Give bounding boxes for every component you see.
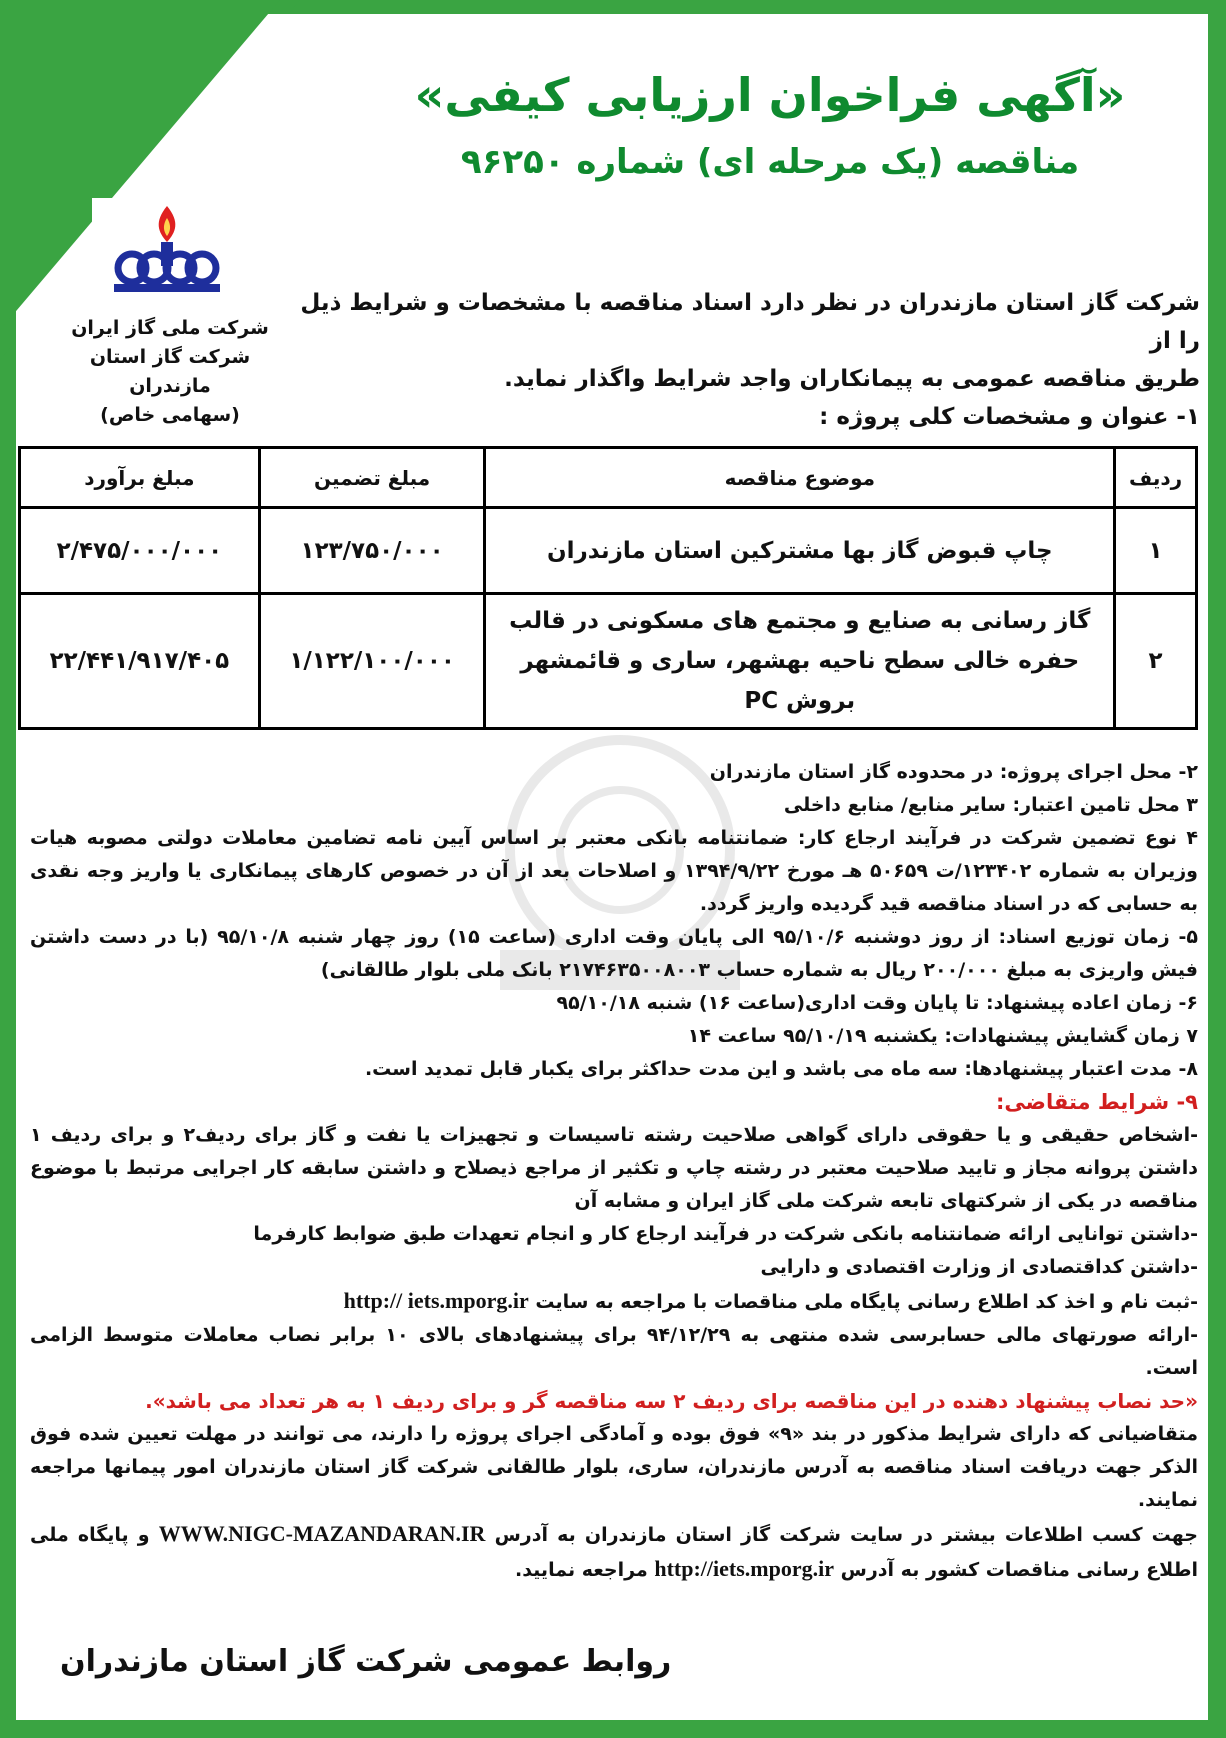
more-info-text-a: جهت کسب اطلاعات بیشتر در سایت شرکت گاز استان مازندران به آدرس: [494, 1524, 1199, 1546]
iets-link[interactable]: http:// iets.mporg.ir: [343, 1288, 529, 1313]
company-parent-name: شرکت ملی گاز ایران: [71, 317, 269, 339]
condition-qualification: -اشخاص حقیقی و یا حقوقی دارای گواهی صلاحیت رشته تاسیسات و تجهیزات یا نفت و گاز برای ردیف۲ و برای ردیف ۱ داشتن پروانه مجاز و تایید صلاحیت معتبر در رشته چاپ و تکثیر از مراجع ذیصلاح و داشتن سابقه کار اجرایی مرتبط با موضوع مناقصه در یکی از شرکتهای تابعه شرکت ملی گاز ایران و مشابه آن: [30, 1124, 1199, 1212]
row-number: ۲: [1115, 594, 1197, 729]
item-9-heading: ۹- شرایط متقاضی:: [996, 1090, 1198, 1114]
row-subject: چاپ قبوض گاز بها مشترکین استان مازندران: [485, 508, 1115, 594]
row-subject: گاز رسانی به صنایع و مجتمع های مسکونی در قالب حفره خالی سطح ناحیه بهشهر، ساری و قائمشهر بروش PC: [485, 594, 1115, 729]
condition-registration: [30, 1284, 1198, 1319]
tender-table: [18, 446, 1198, 730]
nigc-logo-icon: [92, 198, 242, 310]
quorum-notice: «حد نصاب پیشنهاد دهنده در این مناقصه برای ردیف ۲ سه مناقصه گر و برای ردیف ۱ به هر تعداد می باشد».: [145, 1389, 1198, 1413]
company-block: [50, 314, 290, 430]
company-type: (سهامی خاص): [100, 404, 240, 426]
condition-bank-guarantee: -داشتن توانایی ارائه ضمانتنامه بانکی شرکت در فرآیند ارجاع کار و انجام تعهدات طبق ضوابط کارفرما: [253, 1223, 1198, 1245]
row-estimate: ۲/۴۷۵/۰۰۰/۰۰۰: [20, 508, 260, 594]
condition-financial-statements: -ارائه صورتهای مالی حسابرسی شده منتهی به ۹۴/۱۲/۲۹ برای پیشنهادهای بالای ۱۰ برابر نصاب معاملات متوسط الزامی است.: [30, 1324, 1198, 1379]
header-estimate: مبلغ برآورد: [20, 448, 260, 508]
header-row-number: ردیف: [1115, 448, 1197, 508]
header-guarantee: مبلغ تضمین: [259, 448, 485, 508]
conditions-body: [30, 756, 1198, 1587]
item-8-validity: ۸- مدت اعتبار پیشنهادها: سه ماه می باشد و این مدت حداکثر برای یکبار قابل تمدید است.: [364, 1058, 1198, 1080]
header-subject: موضوع مناقصه: [485, 448, 1115, 508]
company-name: شرکت گاز استان مازندران: [89, 346, 251, 397]
item-6-submission-deadline: ۶- زمان اعاده پیشنهاد: تا پایان وقت اداری(ساعت ۱۶) شنبه ۹۵/۱۰/۱۸: [556, 992, 1198, 1014]
condition-economic-code: -داشتن کداقتصادی از وزارت اقتصادی و دارایی: [760, 1256, 1198, 1278]
more-info-paragraph: [30, 1517, 1198, 1587]
item-3-funding: ۳ محل تامین اعتبار: سایر منابع/ منابع داخلی: [783, 794, 1198, 816]
row-guarantee: ۱۲۳/۷۵۰/۰۰۰: [259, 508, 485, 594]
table-header-row: [20, 448, 1197, 508]
item-5-document-distribution: ۵- زمان توزیع اسناد: از روز دوشنبه ۹۵/۱۰/۶ الی پایان وقت اداری (ساعت ۱۵) روز چهار شنبه ۹۵/۱۰/۸ (با در دست داشتن فیش واریزی به مبلغ ۲۰۰/۰۰۰ ریال به شماره حساب ۲۱۷۴۶۳۵۰۰۸۰۰۳ بانک ملی بلوار طالقانی): [30, 926, 1198, 981]
nigc-website-link[interactable]: WWW.NIGC-MAZANDARAN.IR: [158, 1521, 486, 1546]
row-guarantee: ۱/۱۲۲/۱۰۰/۰۰۰: [259, 594, 485, 729]
more-info-text-c: مراجعه نمایید.: [514, 1559, 648, 1581]
table-row: [20, 508, 1197, 594]
row-number: ۱: [1115, 508, 1197, 594]
tender-number: مناقصه (یک مرحله ای) شماره ۹۶۲۵۰: [460, 142, 1080, 182]
intro-paragraph: [300, 284, 1200, 436]
item-2-location: ۲- محل اجرای پروژه: در محدوده گاز استان مازندران: [709, 761, 1198, 783]
page-title: «آگهی فراخوان ارزیابی کیفی»: [414, 68, 1126, 122]
iets-website-link[interactable]: http://iets.mporg.ir: [654, 1556, 835, 1581]
item-7-opening-time: ۷ زمان گشایش پیشنهادات: یکشنبه ۹۵/۱۰/۱۹ ساعت ۱۴: [687, 1025, 1198, 1047]
footer-signature: روابط عمومی شرکت گاز استان مازندران: [60, 1644, 672, 1679]
intro-line-2: طریق مناقصه عمومی به پیمانکاران واجد شرایط واگذار نماید.: [504, 366, 1200, 392]
applicant-instructions: متقاضیانی که دارای شرایط مذکور در بند «۹» فوق بوده و آمادگی اجرای پروژه را دارند، می توانند در مهلت تعیین شده فوق الذکر جهت دریافت اسناد مناقصه به آدرس مازندران، ساری، بلوار طالقانی شرکت گاز استان مازندران امور پیمانها مراجعه نمایند.: [30, 1423, 1198, 1511]
more-info-text-b: و پایگاه ملی اطلاع رسانی مناقصات کشور به آدرس: [30, 1524, 1198, 1581]
condition-registration-text: -ثبت نام و اخذ کد اطلاع رسانی پایگاه ملی مناقصات با مراجعه به سایت: [535, 1291, 1198, 1313]
intro-line-1: شرکت گاز استان مازندران در نظر دارد اسناد مناقصه با مشخصات و شرایط ذیل را از: [300, 290, 1200, 354]
frame-bottom-band: [0, 1718, 1226, 1738]
item-4-guarantee-type: ۴ نوع تضمین شرکت در فرآیند ارجاع کار: ضمانتنامه بانکی معتبر بر اساس آیین نامه تضامین معاملات دولتی مصوبه هیات وزیران به شماره ۱۲۳۴۰۲/ت ۵۰۶۵۹ هـ مورخ ۱۳۹۴/۹/۲۲ و اصلاحات بعد از آن در خصوص کارهای پیمانکاری یا واریز وجه نقدی به حسابی که در اسناد مناقصه قید گردیده واریز گردد.: [30, 827, 1198, 915]
section-1-heading: ۱- عنوان و مشخصات کلی پروژه :: [819, 404, 1200, 430]
row-estimate: ۲۲/۴۴۱/۹۱۷/۴۰۵: [20, 594, 260, 729]
